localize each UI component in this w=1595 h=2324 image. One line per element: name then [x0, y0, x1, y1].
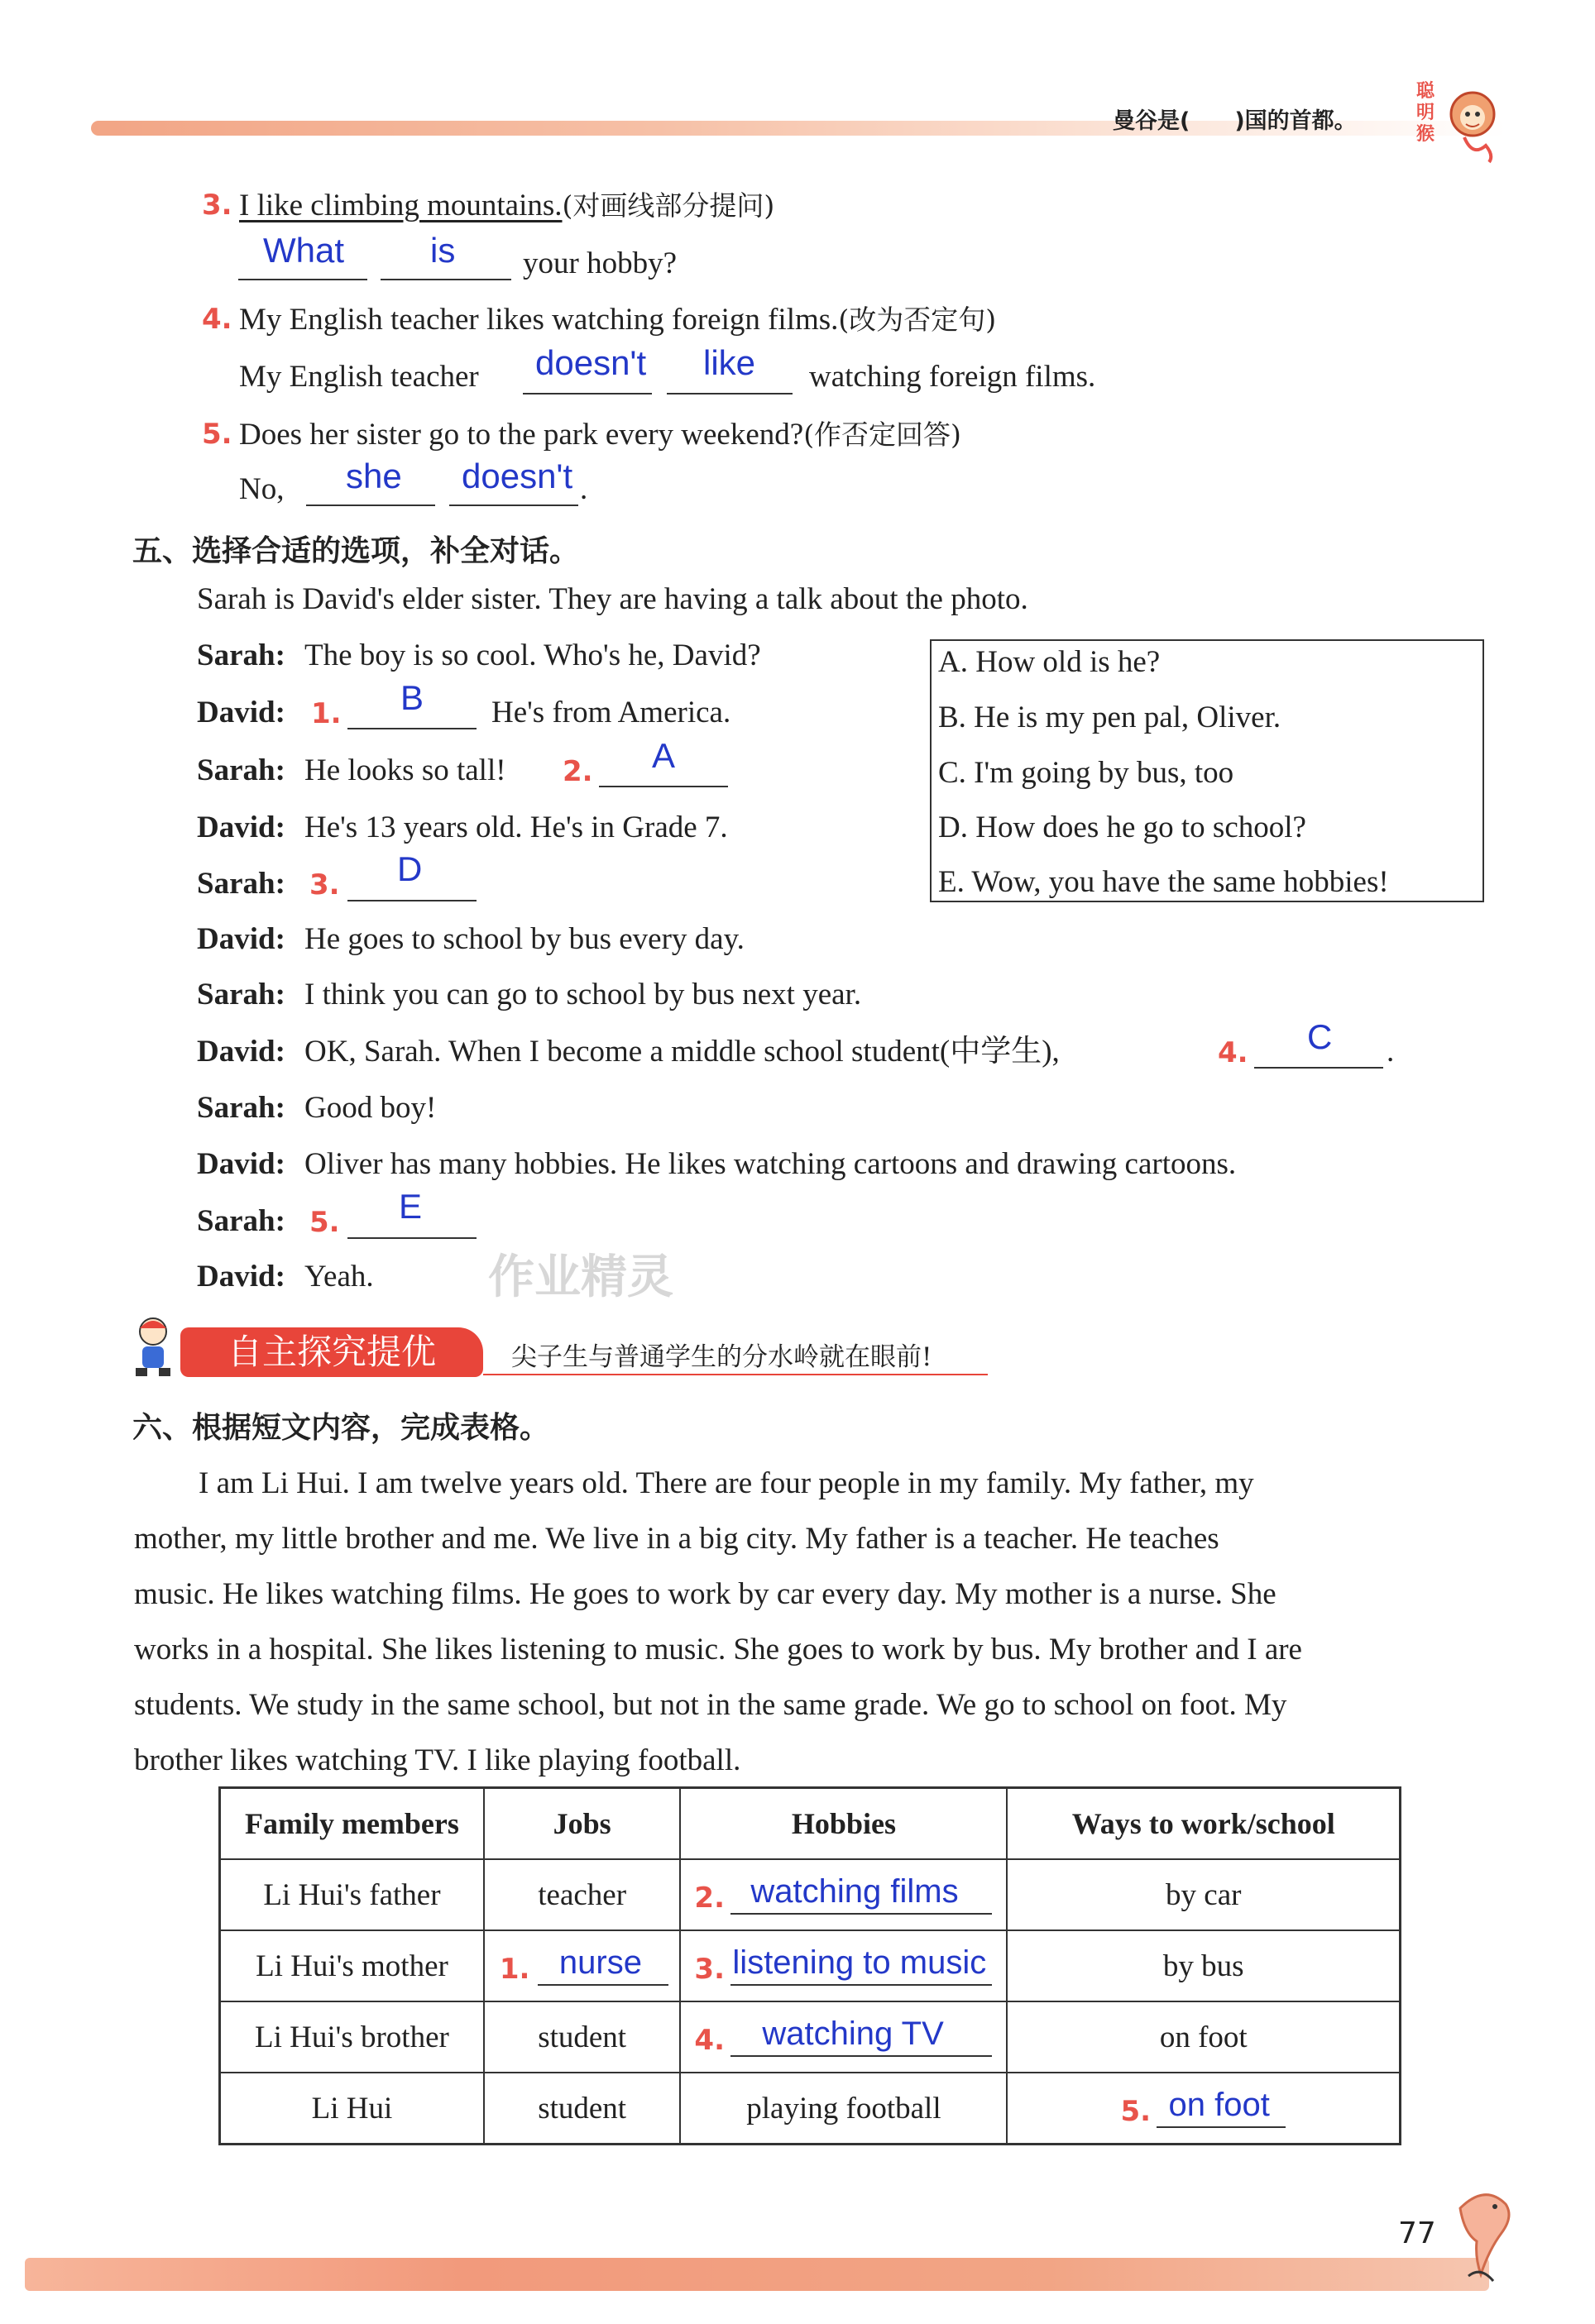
- dialogue-text: Oliver has many hobbies. He likes watching cartoons and drawing cartoons.: [304, 1147, 1237, 1181]
- q3-blank-2[interactable]: [381, 279, 511, 280]
- dialogue-blank[interactable]: [347, 1237, 477, 1239]
- blank-number: 3.: [309, 868, 340, 901]
- dialogue-blank[interactable]: [347, 900, 477, 901]
- job-cell: teacher: [484, 1859, 681, 1930]
- job-cell: student: [484, 2001, 681, 2073]
- banner-subtitle: 尖子生与普通学生的分水岭就在眼前!: [511, 1342, 932, 1372]
- q5-instruction: (作否定回答): [803, 418, 961, 451]
- column-header: Jobs: [484, 1788, 681, 1860]
- option-d: D. How does he go to school?: [938, 811, 1306, 844]
- passage-line: brother likes watching TV. I like playing football.: [134, 1743, 741, 1777]
- answer-line: [730, 1984, 992, 1986]
- q5-sentence: [239, 419, 961, 450]
- speaker-label: David:: [197, 696, 285, 729]
- dialogue-text: He's 13 years old. He's in Grade 7.: [304, 811, 728, 844]
- speaker-label: David:: [197, 1260, 285, 1294]
- speaker-label: Sarah:: [197, 753, 285, 787]
- hobby-cell: [680, 1930, 1007, 2001]
- hobby-cell: [680, 1859, 1007, 1930]
- speaker-label: Sarah:: [197, 978, 285, 1011]
- dialogue-text: Yeah.: [304, 1260, 374, 1294]
- table-row: [220, 1930, 1401, 2001]
- option-e: E. Wow, you have the same hobbies!: [938, 865, 1389, 899]
- table-row: [220, 2073, 1401, 2145]
- dialogue-blank[interactable]: [599, 786, 728, 787]
- q3-sentence-text: I like climbing mountains.: [239, 189, 563, 222]
- way-cell: [1007, 2073, 1400, 2145]
- passage-line: students. We study in the same school, but not in the same grade. We go to school on foot. My: [134, 1688, 1287, 1722]
- q4-lead: My English teacher: [239, 360, 479, 394]
- dialogue-text: He goes to school by bus every day.: [304, 922, 745, 956]
- hobby-answer[interactable]: watching TV: [762, 2016, 944, 2052]
- speaker-label: Sarah:: [197, 1091, 285, 1125]
- q5-lead: No,: [239, 472, 285, 506]
- speaker-label: Sarah:: [197, 867, 285, 901]
- blank-number: 2.: [694, 1882, 725, 1915]
- q3-answer-1: What: [263, 231, 345, 270]
- page-number: 77: [1398, 2216, 1436, 2250]
- passage-line: works in a hospital. She likes listening to music. She goes to work by bus. My brother and I are: [134, 1633, 1302, 1666]
- member-cell: Li Hui's father: [220, 1859, 484, 1930]
- job-cell: [484, 1930, 681, 2001]
- table-row: [220, 2001, 1401, 2073]
- member-cell: Li Hui's mother: [220, 1930, 484, 2001]
- blank-number: 3.: [694, 1953, 725, 1986]
- job-answer[interactable]: nurse: [558, 1944, 642, 1981]
- dialogue-answer: C: [1307, 1017, 1333, 1056]
- q5-answer-2: doesn't: [462, 457, 573, 495]
- passage-line: music. He likes watching films. He goes to work by car every day. My mother is a nurse. She: [134, 1577, 1276, 1611]
- answer-line: [730, 2055, 992, 2057]
- question-number: 3.: [202, 189, 232, 222]
- blank-number: 4.: [1218, 1036, 1248, 1069]
- question-number: 4.: [202, 303, 232, 336]
- passage: [134, 1456, 1491, 1788]
- answer-line: [538, 1984, 668, 1986]
- option-b: B. He is my pen pal, Oliver.: [938, 701, 1281, 734]
- q5-blank-1[interactable]: [306, 504, 435, 506]
- footer-bar: [25, 2258, 1489, 2291]
- way-cell: by bus: [1007, 1930, 1400, 2001]
- part6-title: 六、根据短文内容，完成表格。: [132, 1411, 550, 1445]
- blank-number: 5.: [1120, 2095, 1152, 2128]
- passage-line: I am Li Hui. I am twelve years old. There are four people in my family. My father, my: [199, 1466, 1254, 1500]
- passage-line: mother, my little brother and me. We live in a big city. My father is a teacher. He teaches: [134, 1522, 1219, 1556]
- blank-number: 5.: [309, 1206, 340, 1239]
- way-answer[interactable]: on foot: [1168, 2087, 1270, 2123]
- job-cell: student: [484, 2073, 681, 2145]
- answer-line: [1157, 2126, 1286, 2128]
- mascot-label: 聪明猴: [1416, 81, 1435, 145]
- banner-underline: [483, 1374, 988, 1375]
- member-cell: Li Hui: [220, 2073, 484, 2145]
- dialogue-blank[interactable]: [1254, 1067, 1383, 1069]
- q3-tail: your hobby?: [523, 246, 677, 280]
- q4-blank-2[interactable]: [667, 393, 793, 395]
- option-a: A. How old is he?: [938, 645, 1161, 679]
- speaker-label: Sarah:: [197, 638, 285, 672]
- dialogue-blank[interactable]: [347, 728, 477, 729]
- dialogue-text: OK, Sarah. When I become a middle school student(中学生),: [304, 1035, 1060, 1069]
- q4-answer-1: doesn't: [535, 343, 647, 382]
- q3-answer-2: is: [430, 231, 456, 270]
- part5-intro: Sarah is David's elder sister. They are having a talk about the photo.: [197, 582, 1028, 616]
- q4-sentence: [239, 304, 996, 335]
- hobby-answer[interactable]: watching films: [750, 1873, 959, 1910]
- speaker-label: David:: [197, 1035, 285, 1069]
- way-cell: on foot: [1007, 2001, 1400, 2073]
- column-header: Family members: [220, 1788, 484, 1860]
- dialogue-text: I think you can go to school by bus next year.: [304, 978, 862, 1011]
- dialogue-text: He's from America.: [491, 696, 731, 729]
- hobby-cell: playing football: [680, 2073, 1007, 2145]
- dialogue-answer: B: [400, 678, 424, 717]
- family-table: [218, 1786, 1401, 2145]
- question-number: 5.: [202, 418, 232, 451]
- section-banner: 自主探究提优: [180, 1327, 483, 1377]
- q4-answer-2: like: [703, 343, 756, 382]
- blank-number: 1.: [311, 697, 342, 730]
- dialogue-answer: D: [397, 849, 423, 888]
- hobby-answer[interactable]: listening to music: [732, 1944, 987, 1981]
- part5-title: 五、选择合适的选项，补全对话。: [132, 534, 580, 568]
- q4-instruction: (改为否定句): [838, 304, 997, 336]
- blank-number: 1.: [499, 1953, 530, 1986]
- q3-sentence: [239, 190, 774, 221]
- dialogue-text: The boy is so cool. Who's he, David?: [304, 638, 761, 672]
- way-cell: by car: [1007, 1859, 1400, 1930]
- q4-sentence-text: My English teacher likes watching foreign films.: [239, 303, 839, 337]
- blank-number: 4.: [694, 2024, 725, 2057]
- member-cell: Li Hui's brother: [220, 2001, 484, 2073]
- dialogue-end: .: [1387, 1035, 1395, 1069]
- dialogue-answer: A: [652, 736, 676, 775]
- speaker-label: David:: [197, 922, 285, 956]
- table-header-row: [220, 1788, 1401, 1860]
- header-hint: 曼谷是( )国的首都。: [1113, 108, 1357, 134]
- dialogue-text: He looks so tall!: [304, 753, 506, 787]
- q3-blank-1[interactable]: [238, 279, 367, 280]
- hobby-cell: [680, 2001, 1007, 2073]
- column-header: Ways to work/school: [1007, 1788, 1400, 1860]
- speaker-label: David:: [197, 1147, 285, 1181]
- q5-end: .: [580, 472, 588, 506]
- blank-number: 2.: [563, 755, 593, 788]
- q5-sentence-text: Does her sister go to the park every weekend?: [239, 418, 804, 452]
- q3-instruction: (对画线部分提问): [562, 189, 775, 222]
- boy-mascot-icon: [124, 1313, 182, 1380]
- q5-blank-2[interactable]: [449, 504, 578, 506]
- option-c: C. I'm going by bus, too: [938, 756, 1234, 790]
- watermark: 作业精灵: [488, 1250, 673, 1304]
- speaker-label: David:: [197, 811, 285, 844]
- dolphin-icon: [1444, 2183, 1518, 2291]
- q4-blank-1[interactable]: [523, 393, 652, 395]
- dialogue-answer: E: [399, 1187, 423, 1226]
- dialogue-text: Good boy!: [304, 1091, 437, 1125]
- table-row: [220, 1859, 1401, 1930]
- column-header: Hobbies: [680, 1788, 1007, 1860]
- q4-tail: watching foreign films.: [809, 360, 1096, 394]
- q5-answer-1: she: [346, 457, 402, 495]
- answer-line: [730, 1913, 992, 1915]
- speaker-label: Sarah:: [197, 1204, 285, 1238]
